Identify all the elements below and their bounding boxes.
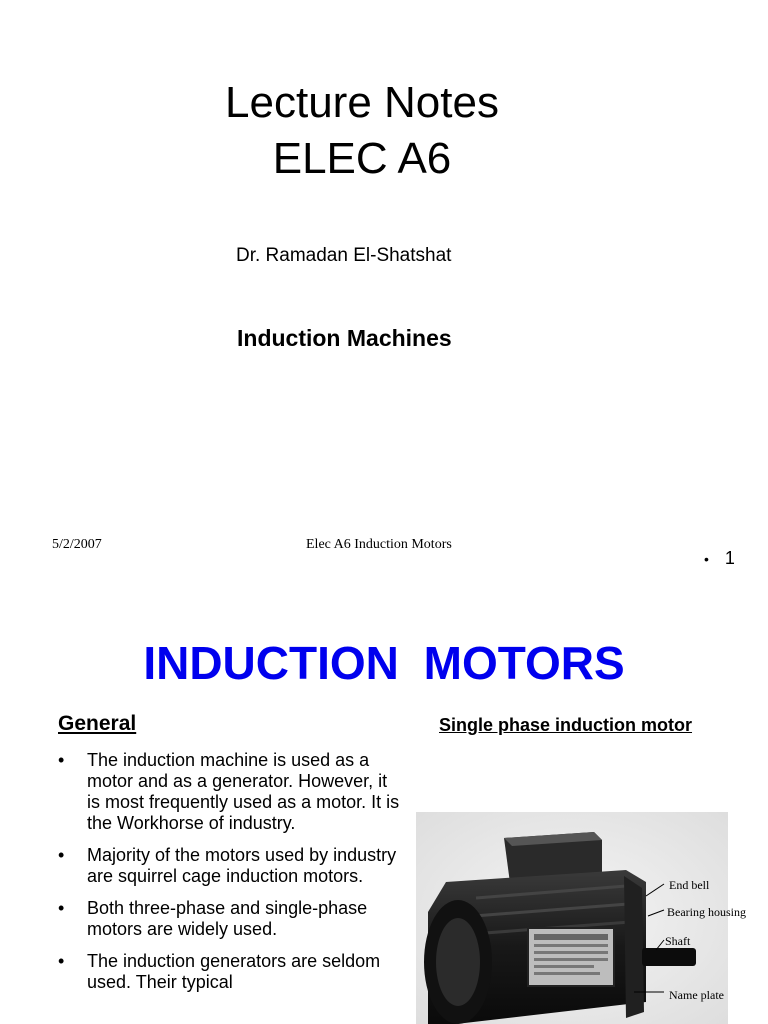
general-heading: General <box>58 712 137 735</box>
bullet-icon: • <box>58 898 65 918</box>
bullet-text: Majority of the motors used by industry are squirrel cage induction motors. <box>87 845 397 886</box>
induction-motors-slide <box>0 580 768 1024</box>
callout-end-bell: End bell <box>669 878 710 892</box>
bullet-list <box>58 750 403 1004</box>
page-number <box>704 548 735 569</box>
list-item <box>58 845 403 887</box>
bullet-icon: • <box>58 951 65 971</box>
image-heading: Single phase induction motor <box>439 715 693 735</box>
slide-title-line-1: Lecture Notes <box>225 78 499 127</box>
bullet-icon: • <box>58 845 65 865</box>
footer-date: 5/2/2007 <box>52 537 102 552</box>
footer-title: Elec A6 Induction Motors <box>306 537 452 552</box>
slide-topic: Induction Machines <box>237 325 452 351</box>
bullet-icon: • <box>58 750 65 770</box>
bullet-text: The induction generators are seldom used. Their typical <box>87 951 381 992</box>
slide-heading: INDUCTION MOTORS <box>143 637 625 689</box>
callout-name-plate: Name plate <box>669 988 724 1002</box>
list-item <box>58 750 403 834</box>
bullet-text: The induction machine is used as a motor and as a generator. However, it is most frequently used as a motor. It is the Workhorse of industry. <box>87 750 400 833</box>
callout-bearing-housing: Bearing housing <box>667 905 746 919</box>
list-item <box>58 951 403 993</box>
page-number-value: 1 <box>724 548 735 568</box>
callout-shaft: Shaft <box>665 934 691 948</box>
author-name: Dr. Ramadan El-Shatshat <box>236 245 452 266</box>
list-item <box>58 898 403 940</box>
bullet-icon: • <box>704 551 709 567</box>
slide-title-line-2: ELEC A6 <box>272 134 452 183</box>
bullet-text: Both three-phase and single-phase motors are widely used. <box>87 898 368 939</box>
